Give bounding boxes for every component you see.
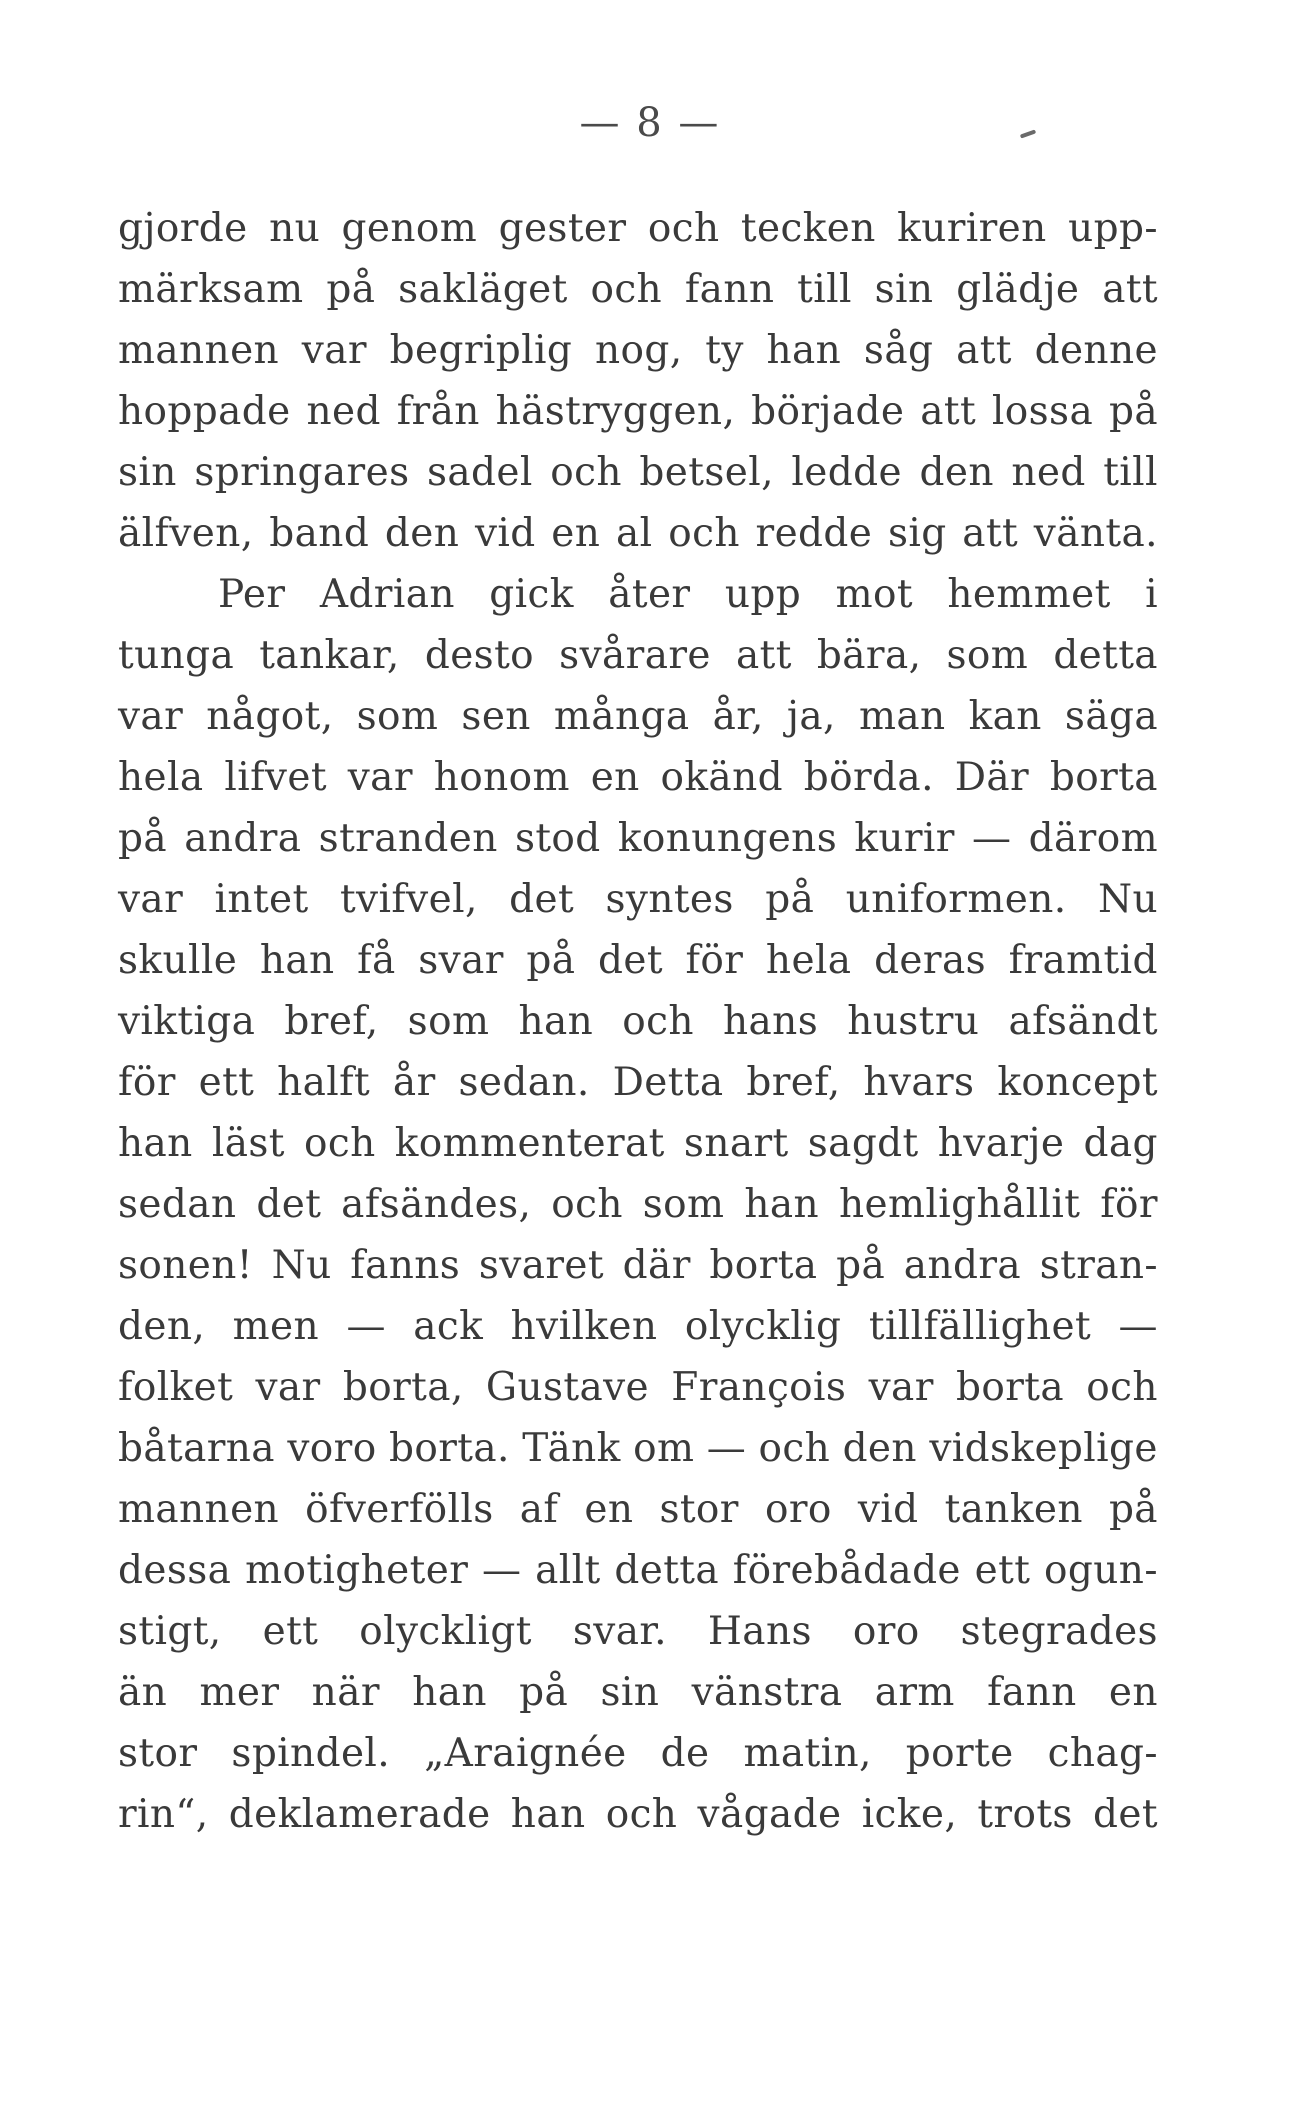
word: „Araignée [424, 1731, 627, 1776]
word: ty [705, 328, 744, 373]
word: hela [765, 938, 852, 983]
word: sagdt [807, 1121, 919, 1166]
word: — [1118, 1304, 1158, 1349]
word: honom [433, 755, 570, 800]
word: sonen! [118, 1243, 253, 1288]
word: betsel, [639, 450, 774, 495]
text-line [118, 1601, 1158, 1662]
word: Hans [707, 1609, 812, 1654]
word: tanken [944, 1487, 1083, 1532]
word: chag- [1047, 1731, 1158, 1776]
word: han [518, 999, 594, 1044]
word: hvars [863, 1060, 975, 1105]
word: nog, [594, 328, 683, 373]
word: okänd [660, 755, 783, 800]
word: och [590, 267, 663, 312]
word: tvifvel, [339, 877, 478, 922]
word: han [118, 1121, 193, 1166]
word: sin [600, 1670, 660, 1715]
word: glädje [956, 267, 1080, 312]
word: uniformen. [845, 877, 1067, 922]
word: kan [968, 694, 1042, 739]
word: svar [418, 938, 504, 983]
word: hoppade [118, 389, 291, 434]
word: syntes [605, 877, 734, 922]
word: andra [184, 816, 302, 861]
word: fann [684, 267, 775, 312]
word: sedan [118, 1182, 237, 1227]
word: den, [118, 1304, 206, 1349]
text-line [118, 1723, 1158, 1784]
word: folket [118, 1365, 234, 1410]
word: borta [1049, 755, 1158, 800]
text-line [118, 1174, 1158, 1235]
word: matin, [743, 1731, 872, 1776]
word: — [482, 1548, 522, 1593]
body-text [118, 198, 1158, 1845]
word: läst [211, 1121, 285, 1166]
text-line [118, 1784, 1158, 1845]
word: och [622, 999, 694, 1044]
word: framtid [1008, 938, 1158, 983]
text-line [118, 1296, 1158, 1357]
word: men [232, 1304, 319, 1349]
word: den [842, 1426, 917, 1471]
word: det [1093, 1792, 1158, 1837]
word: och [605, 1792, 678, 1837]
word: till [797, 267, 852, 312]
word: en [1108, 1670, 1158, 1715]
word: sadel [426, 450, 533, 495]
word: upp [724, 572, 802, 617]
text-line [118, 808, 1158, 869]
word: att [962, 511, 1019, 556]
word: porte [905, 1731, 1014, 1776]
word: märksam [118, 267, 304, 312]
word: som [946, 633, 1029, 678]
word: bref, [284, 999, 379, 1044]
word: konungens [617, 816, 838, 861]
word: — [706, 1426, 747, 1471]
word: lifvet [224, 755, 327, 800]
word: svaret [478, 1243, 604, 1288]
word: på [765, 877, 815, 922]
word: från [396, 389, 480, 434]
text-line [118, 1357, 1158, 1418]
word: en [584, 1487, 634, 1532]
word: sedan. [458, 1060, 590, 1105]
word: sig [887, 511, 947, 556]
word: icke, [861, 1792, 958, 1837]
word: sakläget [398, 267, 568, 312]
word: tillfällighet [868, 1304, 1092, 1349]
word: svar. [572, 1609, 667, 1654]
word: därom [1028, 816, 1158, 861]
word: intet [214, 877, 309, 922]
word: ned [1011, 450, 1086, 495]
word: Gustave [485, 1365, 650, 1410]
word: trots [977, 1792, 1073, 1837]
word: kommenterat [394, 1121, 665, 1166]
word: gjorde [118, 206, 248, 251]
word: nu [269, 206, 321, 251]
text-line [118, 1540, 1158, 1601]
word: af [519, 1487, 559, 1532]
text-line [118, 686, 1158, 747]
word: än [118, 1670, 168, 1715]
word: hans [723, 999, 819, 1044]
word: var [255, 1365, 321, 1410]
word: genom [341, 206, 478, 251]
text-line [118, 625, 1158, 686]
word: Nu [1097, 877, 1158, 922]
word: där [622, 1243, 691, 1288]
word: olyckligt [359, 1609, 532, 1654]
word: var [118, 877, 184, 922]
word: desto [424, 633, 535, 678]
text-line [118, 564, 1158, 625]
word: börda. [803, 755, 934, 800]
word: denne [1034, 328, 1158, 373]
word: dessa [118, 1548, 232, 1593]
text-line [118, 1418, 1158, 1479]
word: få [357, 938, 396, 983]
word: och [758, 1426, 831, 1471]
word: på [326, 267, 376, 312]
text-line [118, 381, 1158, 442]
word: sin [118, 450, 177, 495]
word: de [660, 1731, 710, 1776]
word: arm [874, 1670, 955, 1715]
word: ledde [791, 450, 902, 495]
word: den [919, 450, 994, 495]
word: var [118, 694, 184, 739]
word: han [259, 938, 335, 983]
word: tecken [740, 206, 876, 251]
word: och [551, 1182, 623, 1227]
word: ja, [786, 694, 836, 739]
word: stegrades [960, 1609, 1158, 1654]
word: springares [194, 450, 410, 495]
word: han [766, 328, 842, 373]
word: allt [535, 1548, 601, 1593]
word: som [356, 694, 439, 739]
word: älfven, [118, 511, 254, 556]
text-line [118, 1662, 1158, 1723]
text-line [118, 747, 1158, 808]
word: stigt, [118, 1609, 222, 1654]
text-line [118, 930, 1158, 991]
word: som [642, 1182, 725, 1227]
word: på [1108, 1487, 1158, 1532]
word: voro [287, 1426, 377, 1471]
word: i [1145, 572, 1158, 617]
word: den [384, 511, 460, 556]
word: öfverfölls [305, 1487, 494, 1532]
text-line [118, 198, 1158, 259]
word: — [972, 816, 1012, 861]
word: Tänk [522, 1426, 621, 1471]
word: stor [659, 1487, 739, 1532]
word: oro [852, 1609, 920, 1654]
word: afsändes, [341, 1182, 532, 1227]
word: vid [857, 1487, 919, 1532]
word: borta. [388, 1426, 510, 1471]
word: Detta [612, 1060, 724, 1105]
word: hemmet [947, 572, 1111, 617]
word: dag [1083, 1121, 1158, 1166]
word: och [1086, 1365, 1158, 1410]
word: om [633, 1426, 695, 1471]
word: vågade [697, 1792, 842, 1837]
word: säga [1064, 694, 1158, 739]
word: deklamerade [228, 1792, 491, 1837]
word: fanns [350, 1243, 461, 1288]
word: det [598, 938, 663, 983]
word: båtarna [118, 1426, 275, 1471]
word: viktiga [118, 999, 256, 1044]
word: stran- [1039, 1243, 1158, 1288]
word: Per [218, 572, 286, 617]
text-line [118, 320, 1158, 381]
word: halft [277, 1060, 371, 1105]
text-line [118, 1235, 1158, 1296]
word: borta [709, 1243, 818, 1288]
word: och [550, 450, 622, 495]
word: deras [874, 938, 987, 983]
word: rin“, [118, 1792, 209, 1837]
word: kuriren [897, 206, 1047, 251]
word: något, [206, 694, 334, 739]
word: ned [306, 389, 381, 434]
word: François [671, 1365, 847, 1410]
word: upp- [1068, 206, 1158, 251]
word: spindel. [231, 1731, 391, 1776]
word: stor [118, 1731, 198, 1776]
word: ogun- [1044, 1548, 1158, 1593]
text-line [118, 1052, 1158, 1113]
word: det [509, 877, 575, 922]
word: — [346, 1304, 386, 1349]
word: stod [514, 816, 601, 861]
word: en [590, 755, 640, 800]
word: på [118, 816, 168, 861]
word: kurir [854, 816, 955, 861]
word: tunga [118, 633, 235, 678]
word: afsändt [1008, 999, 1158, 1044]
word: som [407, 999, 490, 1044]
word: för [118, 1060, 176, 1105]
word: stranden [318, 816, 498, 861]
word: redde [755, 511, 873, 556]
word: band [269, 511, 370, 556]
word: mer [199, 1670, 280, 1715]
word: begriplig [389, 328, 573, 373]
word: till [1103, 450, 1158, 495]
word: Där [954, 755, 1030, 800]
word: vänta. [1033, 511, 1158, 556]
word: var [347, 755, 413, 800]
word: gick [489, 572, 574, 617]
word: åter [608, 572, 691, 617]
word: man [858, 694, 946, 739]
word: fann [987, 1670, 1077, 1715]
word: det [256, 1182, 322, 1227]
word: Adrian [319, 572, 455, 617]
word: skulle [118, 938, 238, 983]
word: var [868, 1365, 934, 1410]
word: detta [614, 1548, 720, 1593]
word: hvarje [937, 1121, 1065, 1166]
word: sen [461, 694, 531, 739]
word: att [735, 633, 792, 678]
word: han [744, 1182, 820, 1227]
word: hästryggen, [495, 389, 736, 434]
word: hvilken [510, 1304, 658, 1349]
word: började [751, 389, 905, 434]
text-line [118, 869, 1158, 930]
word: snart [683, 1121, 789, 1166]
word: olycklig [684, 1304, 842, 1349]
word: koncept [997, 1060, 1158, 1105]
word: att [1102, 267, 1158, 312]
word: hustru [847, 999, 980, 1044]
word: när [311, 1670, 380, 1715]
word: lossa [991, 389, 1094, 434]
word: på [1108, 389, 1158, 434]
word: bref, [746, 1060, 841, 1105]
word: hela [118, 755, 204, 800]
text-line [118, 1479, 1158, 1540]
word: år, [712, 694, 764, 739]
page-number: — 8 — [579, 100, 721, 146]
text-line [118, 442, 1158, 503]
word: bära, [816, 633, 922, 678]
word: ett [974, 1548, 1031, 1593]
word: detta [1053, 633, 1158, 678]
word: svårare [559, 633, 711, 678]
text-line [118, 259, 1158, 320]
word: han [510, 1792, 586, 1837]
word: vidskeplige [929, 1426, 1158, 1471]
word: och [303, 1121, 376, 1166]
word: Nu [271, 1243, 332, 1288]
word: för [1100, 1182, 1158, 1227]
word: motigheter [245, 1548, 469, 1593]
word: en [551, 511, 601, 556]
word: var [301, 328, 367, 373]
text-line [118, 1113, 1158, 1174]
word: andra [903, 1243, 1022, 1288]
text-line [118, 991, 1158, 1052]
word: för [685, 938, 744, 983]
word: och [668, 511, 740, 556]
word: oro [764, 1487, 832, 1532]
word: hemlighållit [838, 1182, 1081, 1227]
word: mannen [118, 1487, 280, 1532]
word: tankar, [259, 633, 400, 678]
word: såg [863, 328, 934, 373]
word: och [647, 206, 720, 251]
word: förebådade [732, 1548, 961, 1593]
word: på [836, 1243, 886, 1288]
word: gester [498, 206, 627, 251]
text-line [118, 503, 1158, 564]
word: borta [956, 1365, 1065, 1410]
word: han [412, 1670, 487, 1715]
word: många [553, 694, 690, 739]
word: al [615, 511, 653, 556]
word: ack [413, 1304, 484, 1349]
word: mannen [118, 328, 280, 373]
word: ett [262, 1609, 319, 1654]
word: ett [198, 1060, 255, 1105]
word: år [392, 1060, 436, 1105]
word: vänstra [691, 1670, 843, 1715]
word: på [519, 1670, 569, 1715]
word: vid [474, 511, 536, 556]
word: att [920, 389, 977, 434]
word: sin [874, 267, 934, 312]
word: på [526, 938, 576, 983]
word: att [956, 328, 1012, 373]
word: borta, [342, 1365, 464, 1410]
word: mot [835, 572, 913, 617]
